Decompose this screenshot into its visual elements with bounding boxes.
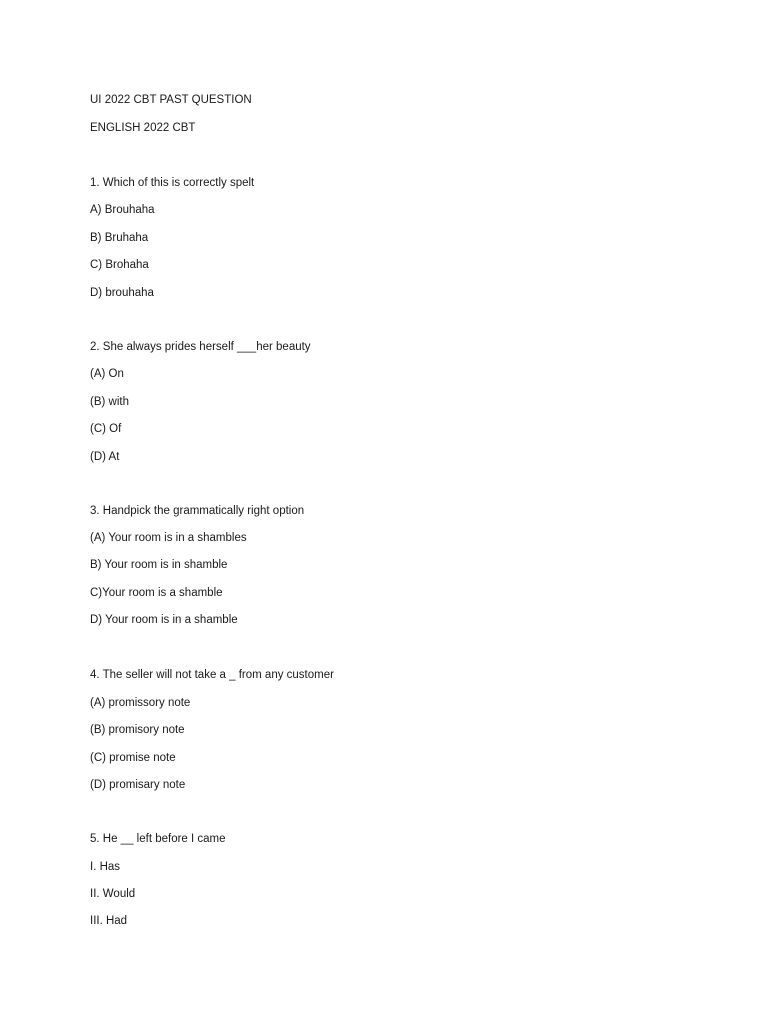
document-title: UI 2022 CBT PAST QUESTION (90, 94, 252, 106)
question-3-option-d: D) Your room is in a shamble (90, 614, 238, 626)
question-4-option-c: (C) promise note (90, 752, 176, 764)
question-1-option-c: C) Brohaha (90, 259, 149, 271)
question-2-option-b: (B) with (90, 396, 129, 408)
question-5-option-1: I. Has (90, 861, 121, 873)
question-3-option-a: (A) Your room is in a shambles (90, 532, 247, 544)
document-subtitle: ENGLISH 2022 CBT (90, 122, 196, 134)
question-5-text: 5. He __ left before I came (90, 833, 226, 845)
question-3-option-c: C)Your room is a shamble (90, 587, 223, 599)
question-4-option-b: (B) promisory note (90, 724, 185, 736)
question-3-text: 3. Handpick the grammatically right option (90, 505, 305, 517)
question-4-option-d: (D) promisary note (90, 779, 186, 791)
question-4-option-a: (A) promissory note (90, 697, 191, 709)
question-2-option-c: (C) Of (90, 423, 122, 435)
question-4-text: 4. The seller will not take a _ from any customer (90, 669, 334, 681)
question-1-option-a: A) Brouhaha (90, 204, 155, 216)
question-1-text: 1. Which of this is correctly spelt (90, 177, 255, 189)
question-5-option-2: II. Would (90, 888, 136, 900)
question-1-option-d: D) brouhaha (90, 287, 154, 299)
question-1-option-b: B) Bruhaha (90, 232, 149, 244)
question-3-option-b: B) Your room is in shamble (90, 559, 228, 571)
question-2-option-d: (D) At (90, 451, 120, 463)
question-5-option-3: III. Had (90, 915, 128, 927)
question-2-option-a: (A) On (90, 368, 124, 380)
question-2-text: 2. She always prides herself ___her beauty (90, 341, 311, 353)
